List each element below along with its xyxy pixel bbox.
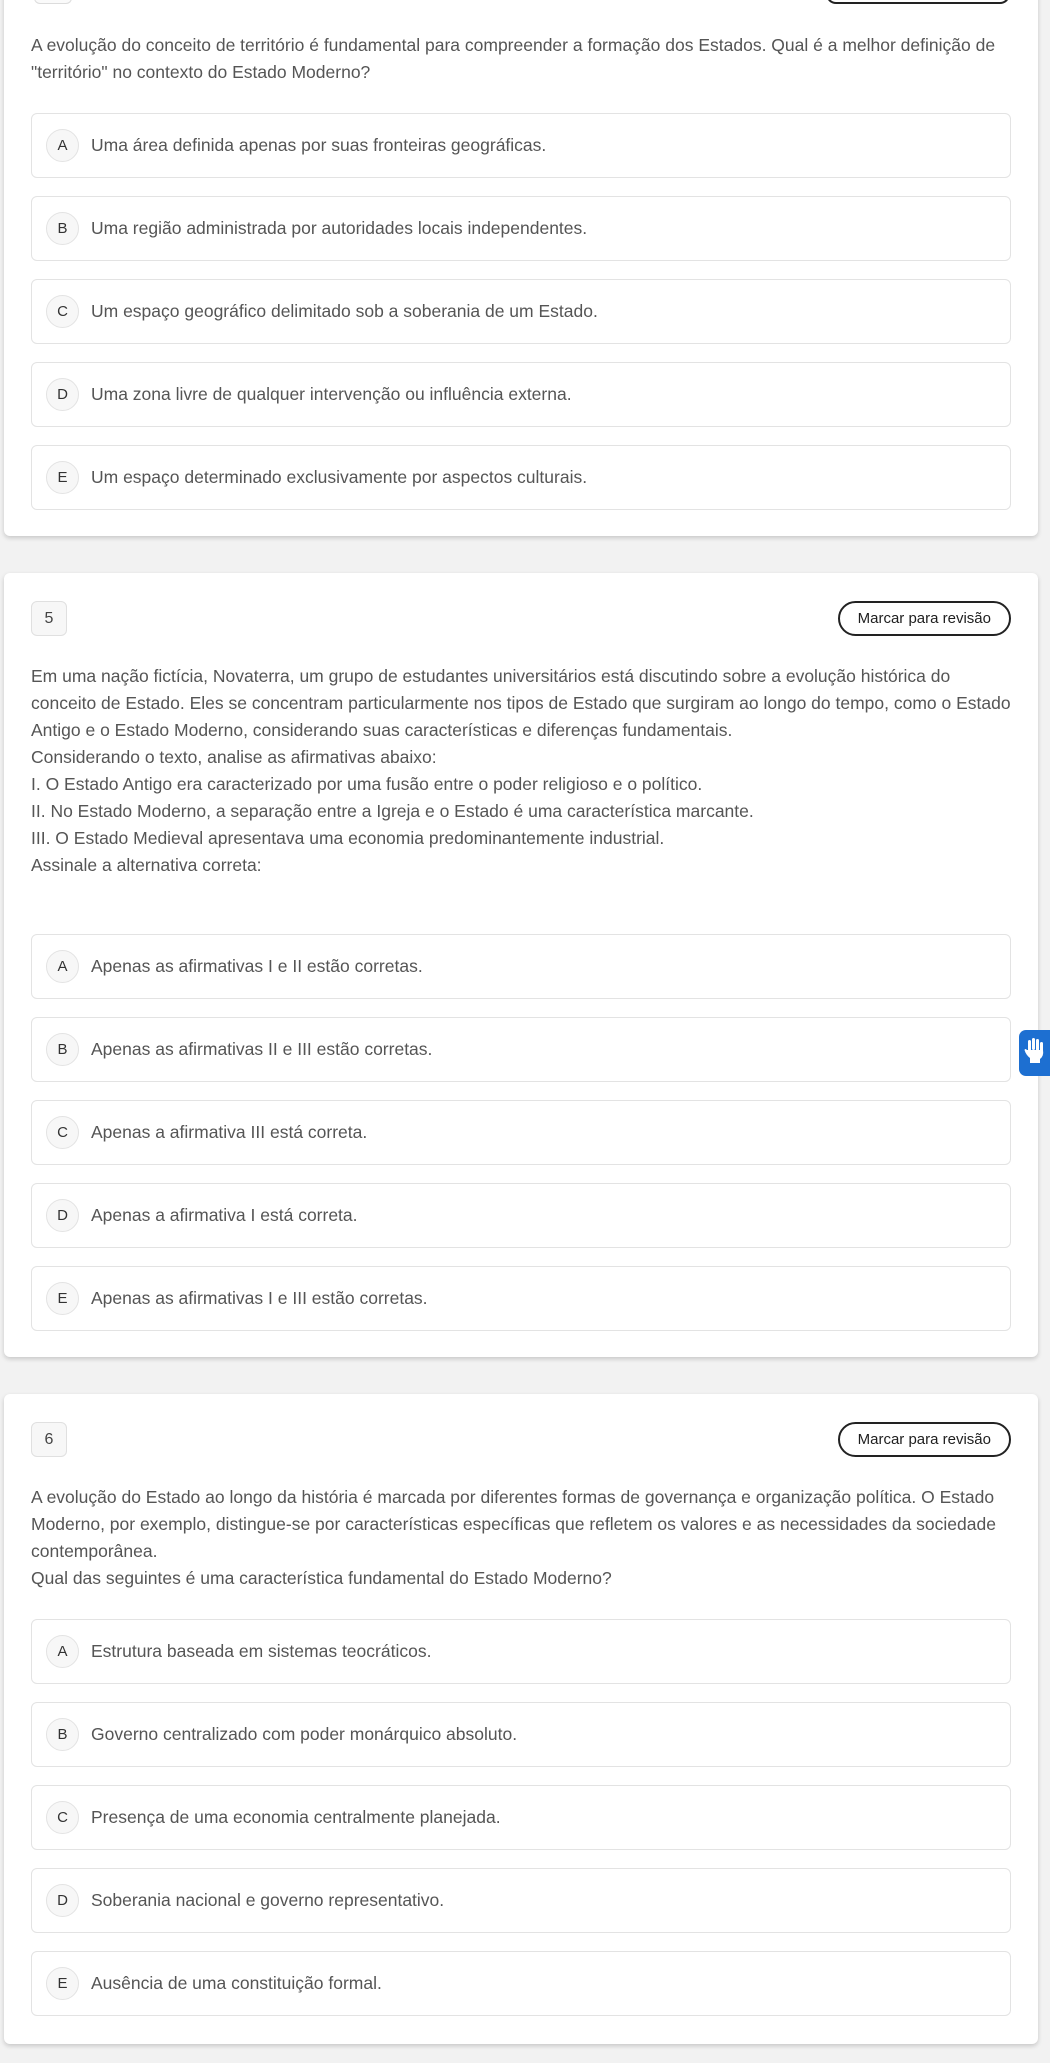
option-letter: D [46,1199,79,1232]
accessibility-widget-button[interactable] [1019,1030,1050,1076]
option-letter: C [46,1116,79,1149]
option-text: Presença de uma economia centralmente planejada. [91,1807,501,1827]
option-text: Apenas as afirmativas II e III estão corretas. [91,1039,433,1059]
answer-options [31,1619,1011,2034]
answer-option-c[interactable] [31,279,1011,344]
option-text: Apenas as afirmativas I e III estão corretas. [91,1288,428,1308]
option-text: Um espaço geográfico delimitado sob a soberania de um Estado. [91,301,598,321]
answer-option-b[interactable] [31,196,1011,261]
answer-option-d[interactable] [31,362,1011,427]
answer-option-c[interactable] [31,1785,1011,1850]
stem-paragraph: Considerando o texto, analise as afirmativas abaixo: [31,747,437,767]
option-letter: B [46,1033,79,1066]
option-text: Estrutura baseada em sistemas teocráticos. [91,1641,432,1661]
answer-option-a[interactable] [31,1619,1011,1684]
question-card [4,1394,1038,2044]
option-letter: E [46,1282,79,1315]
stem-paragraph: Qual das seguintes é uma característica fundamental do Estado Moderno? [31,1568,612,1588]
mark-for-review-button[interactable]: Marcar para revisão [838,601,1011,636]
option-text: Governo centralizado com poder monárquico absoluto. [91,1724,518,1744]
option-letter: E [46,1967,79,2000]
stem-paragraph: II. No Estado Moderno, a separação entre a Igreja e o Estado é uma característica marcante. [31,801,754,821]
answer-option-b[interactable] [31,1702,1011,1767]
mark-for-review-button[interactable]: Marcar para revisão [838,1422,1011,1457]
option-letter: A [46,1635,79,1668]
answer-option-d[interactable] [31,1183,1011,1248]
question-number-badge: 6 [31,1422,67,1457]
answer-option-c[interactable] [31,1100,1011,1165]
option-text: Uma região administrada por autoridades locais independentes. [91,218,588,238]
option-text: Uma área definida apenas por suas fronteiras geográficas. [91,135,547,155]
option-text: Apenas as afirmativas I e II estão corretas. [91,956,423,976]
option-letter: D [46,1884,79,1917]
option-letter: A [46,950,79,983]
option-letter: C [46,295,79,328]
option-letter: B [46,1718,79,1751]
option-letter: C [46,1801,79,1834]
option-letter: A [46,129,79,162]
question-stem [31,663,1011,879]
stem-paragraph: A evolução do conceito de território é fundamental para compreender a formação dos Estados. Qual é a melhor definição de "território" no contexto do Estado Moderno? [31,35,996,82]
stem-paragraph: A evolução do Estado ao longo da história é marcada por diferentes formas de governança e organização política. O Estado Moderno, por exemplo, distingue-se por características específicas que refletem os valores e as necessidades da sociedade contemporânea. [31,1487,996,1561]
stem-paragraph: I. O Estado Antigo era caracterizado por uma fusão entre o poder religioso e o político. [31,774,703,794]
stem-paragraph: III. O Estado Medieval apresentava uma economia predominantemente industrial. [31,828,665,848]
question-card [4,573,1038,1357]
option-letter: B [46,212,79,245]
option-letter: E [46,461,79,494]
question-card [4,0,1038,536]
answer-option-e[interactable] [31,445,1011,510]
answer-option-a[interactable] [31,934,1011,999]
option-letter: D [46,378,79,411]
question-stem [31,1484,1011,1592]
answer-options [31,934,1011,1349]
answer-option-b[interactable] [31,1017,1011,1082]
answer-option-d[interactable] [31,1868,1011,1933]
option-text: Soberania nacional e governo representativo. [91,1890,445,1910]
hand-sign-icon [1024,1038,1046,1069]
option-text: Uma zona livre de qualquer intervenção ou influência externa. [91,384,572,404]
option-text: Ausência de uma constituição formal. [91,1973,382,1993]
answer-option-e[interactable] [31,1266,1011,1331]
option-text: Apenas a afirmativa III está correta. [91,1122,368,1142]
stem-paragraph: Em uma nação fictícia, Novaterra, um grupo de estudantes universitários está discutindo sobre a evolução histórica do conceito de Estado. Eles se concentram particularmente nos tipos de Estado que surgiram ao longo do tempo, como o Estado Antigo e o Estado Moderno, considerando suas características e diferenças fundamentais. [31,666,1011,740]
mark-for-review-button[interactable] [826,0,1010,4]
answer-option-e[interactable] [31,1951,1011,2016]
stem-paragraph: Assinale a alternativa correta: [31,855,262,875]
question-number-badge: 5 [31,601,67,636]
question-stem [31,32,1011,86]
option-text: Um espaço determinado exclusivamente por aspectos culturais. [91,467,588,487]
question-number-badge [34,0,72,4]
answer-option-a[interactable] [31,113,1011,178]
option-text: Apenas a afirmativa I está correta. [91,1205,358,1225]
answer-options [31,113,1011,528]
